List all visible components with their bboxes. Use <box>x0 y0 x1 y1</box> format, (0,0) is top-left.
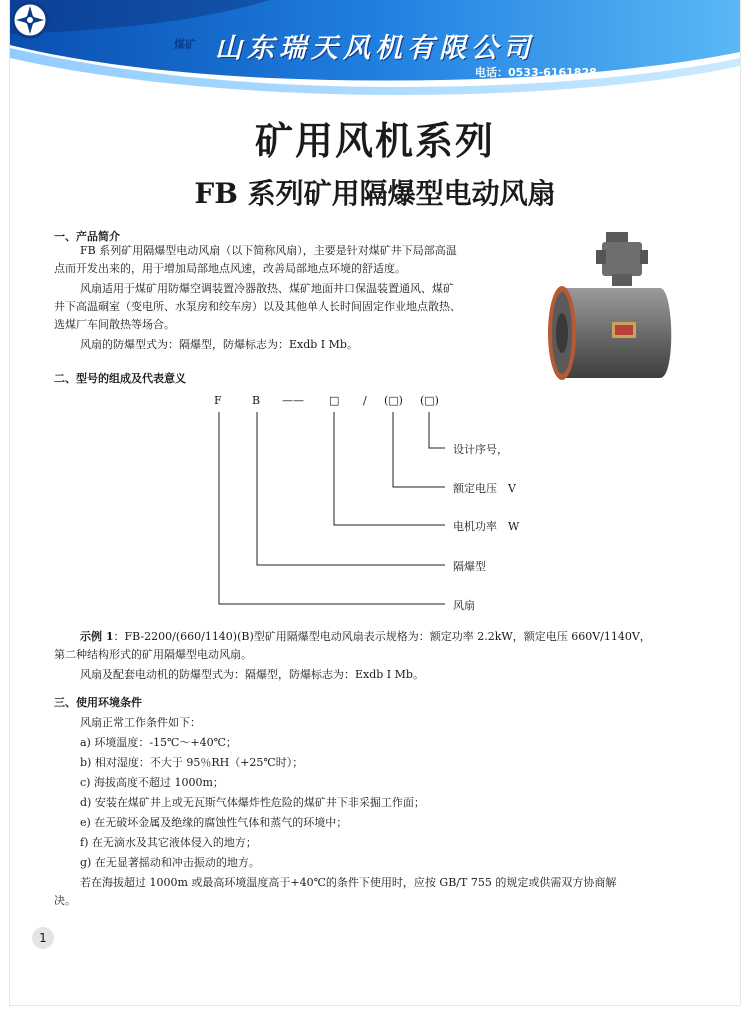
page-number: 1 <box>32 927 54 949</box>
example-line: 第二种结构形式的矿用隔爆型电动风扇。 <box>54 648 252 661</box>
env-condition-item: a) 环境温度：-15℃～+40℃； <box>80 736 237 749</box>
page-title: 矿用风机系列 <box>254 118 495 163</box>
model-code-diagram <box>190 390 550 620</box>
env-note-line: 若在海拔超过 1000m 或最高环境温度高于+40℃的条件下使用时，应按 GB/T 755 的规定或供需双方协商解 <box>80 876 617 889</box>
intro-paragraph-line: FB 系列矿用隔爆型电动风扇（以下简称风扇），主要是针对煤矿井下局部高温 <box>80 244 457 257</box>
page-header <box>10 0 740 95</box>
model-code-slash: / <box>363 394 367 407</box>
model-code-dash: —— <box>282 394 304 407</box>
section-heading-env: 三、使用环境条件 <box>54 696 142 709</box>
model-code-letter-f: F <box>214 394 222 407</box>
intro-paragraph-line: 选煤厂车间散热等场合。 <box>54 318 175 331</box>
fan-product-image <box>542 230 682 390</box>
example-label: 示例 1 <box>80 630 114 643</box>
env-condition-item: c) 海拔高度不超过 1000m； <box>80 776 224 789</box>
intro-paragraph-line: 风扇的防爆型式为：隔爆型，防爆标志为：Exdb I Mb。 <box>80 338 358 351</box>
label-design-serial: 设计序号， <box>453 443 508 456</box>
page-subtitle: FB 系列矿用隔爆型电动风扇 <box>194 177 556 210</box>
intro-paragraph-line: 井下高温硐室（变电所、水泵房和绞车房）以及其他单人长时间固定作业地点散热、 <box>54 300 461 313</box>
label-motor-power: 电机功率 W <box>453 520 520 533</box>
document-page <box>10 0 740 1005</box>
env-lead: 风扇正常工作条件如下： <box>80 716 201 729</box>
env-condition-item: g) 在无显著摇动和冲击振动的地方。 <box>80 856 260 869</box>
label-flameproof: 隔爆型 <box>453 560 486 573</box>
explosion-proof-line: 风扇及配套电动机的防爆型式为：隔爆型，防爆标志为：Exdb I Mb。 <box>80 668 424 681</box>
label-rated-voltage: 额定电压 V <box>453 482 516 495</box>
env-condition-item: e) 在无破坏金属及绝缘的腐蚀性气体和蒸气的环境中； <box>80 816 348 829</box>
company-logo-icon <box>10 0 54 40</box>
logo-text: 煤矿 <box>174 38 196 51</box>
company-phone: 电话：0533-6161828 <box>475 66 597 79</box>
example-text: ：FB-2200/(660/1140)(B)型矿用隔爆型电动风扇表示规格为：额定功率 2.2kW，额定电压 660V/1140V， <box>113 630 651 643</box>
intro-paragraph-line: 风扇适用于煤矿用防爆空调装置冷器散热、煤矿地面井口保温装置通风、煤矿 <box>80 282 454 295</box>
env-condition-item: b) 相对湿度：不大于 95％RH（+25℃时）； <box>80 756 304 769</box>
env-condition-item: d) 安装在煤矿井上或无瓦斯气体爆炸性危险的煤矿井下非采掘工作面； <box>80 796 425 809</box>
model-code-power-box: □ <box>329 394 340 407</box>
model-code-leader-lines <box>190 390 550 620</box>
example-line <box>80 628 651 646</box>
section-heading-intro: 一、产品简介 <box>54 230 120 243</box>
section-heading-model: 二、型号的组成及代表意义 <box>54 372 186 385</box>
env-condition-item: f) 在无滴水及其它液体侵入的地方； <box>80 836 257 849</box>
model-code-voltage-box: (□) <box>384 394 403 407</box>
model-code-serial-box: (□) <box>420 394 439 407</box>
intro-paragraph-line: 点而开发出来的，用于增加局部地点风速，改善局部地点环境的舒适度。 <box>54 262 406 275</box>
label-fan: 风扇 <box>453 599 475 612</box>
model-code-letter-b: B <box>252 394 261 407</box>
env-note-line: 决。 <box>54 894 76 907</box>
company-name: 山东瑞天风机有限公司 <box>215 33 535 64</box>
